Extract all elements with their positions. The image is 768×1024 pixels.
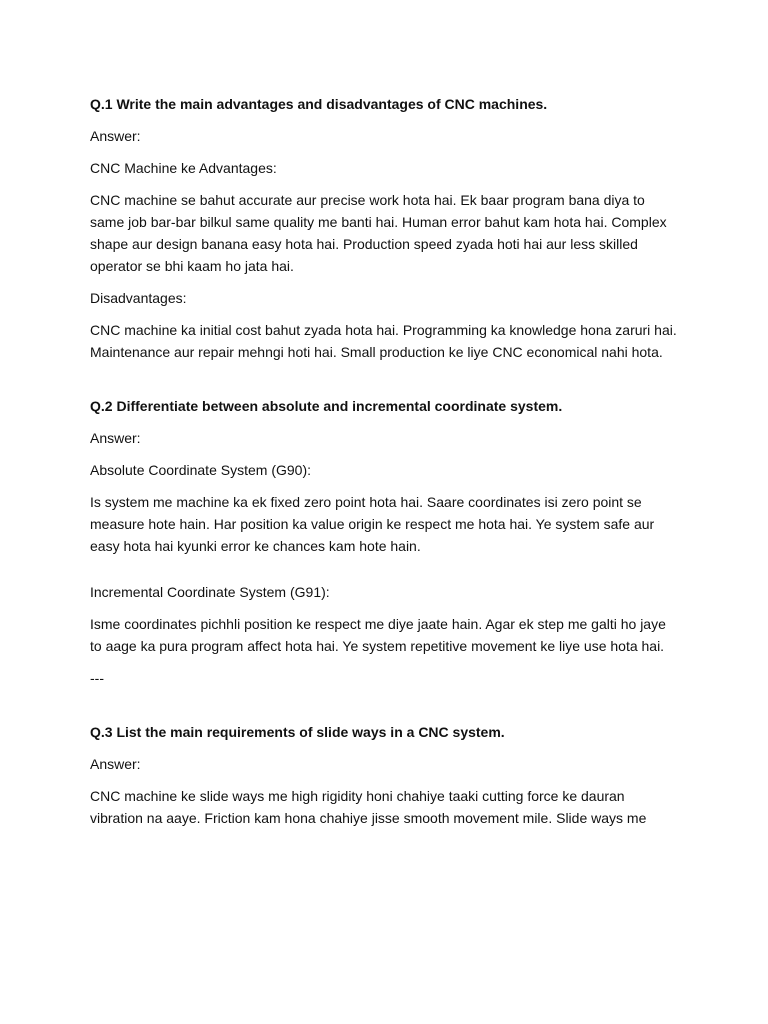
q2-question: Q.2 Differentiate between absolute and incremental coordinate system. (90, 398, 563, 414)
document-body (90, 93, 678, 839)
q1-advantages-text: CNC machine se bahut accurate aur precise work hota hai. Ek baar program bana diya to same job bar-bar bilkul same quality me banti hai. Human error bahut kam hota hai. Complex shape aur design banana easy hota hai. Production speed zyada hoti hai aur less skilled operator se bhi kaam ho jata hai. (90, 192, 667, 274)
q1-answer-label: Answer: (90, 128, 141, 144)
q1-disadvantages-heading: Disadvantages: (90, 290, 187, 306)
q3-question: Q.3 List the main requirements of slide ways in a CNC system. (90, 724, 505, 740)
q2-absolute-text: Is system me machine ka ek fixed zero point hota hai. Saare coordinates isi zero point se measure hote hain. Har position ka value origin ke respect me hota hai. Ye system safe aur easy hota hai kyunki error ke chances kam hote hain. (90, 494, 655, 554)
q1-advantages-heading: CNC Machine ke Advantages: (90, 160, 277, 176)
q3-answer-label: Answer: (90, 756, 141, 772)
q2-absolute-heading: Absolute Coordinate System (G90): (90, 462, 311, 478)
q3-answer-text: CNC machine ke slide ways me high rigidity honi chahiye taaki cutting force ke dauran vibration na aaye. Friction kam hona chahiye jisse smooth movement mile. Slide ways me (90, 788, 647, 826)
q2-incremental-text: Isme coordinates pichhli position ke respect me diye jaate hain. Agar ek step me galti ho jaye to aage ka pura program affect hota hai. Ye system repetitive movement ke liye use hota hai. (90, 616, 666, 654)
q2-answer-label: Answer: (90, 430, 141, 446)
q2-incremental-heading: Incremental Coordinate System (G91): (90, 584, 330, 600)
q1-question: Q.1 Write the main advantages and disadvantages of CNC machines. (90, 96, 548, 112)
section-separator: --- (90, 670, 104, 686)
q1-disadvantages-text: CNC machine ka initial cost bahut zyada hota hai. Programming ka knowledge hona zaruri hai. Maintenance aur repair mehngi hoti hai. Small production ke liye CNC economical nahi hota. (90, 322, 677, 360)
